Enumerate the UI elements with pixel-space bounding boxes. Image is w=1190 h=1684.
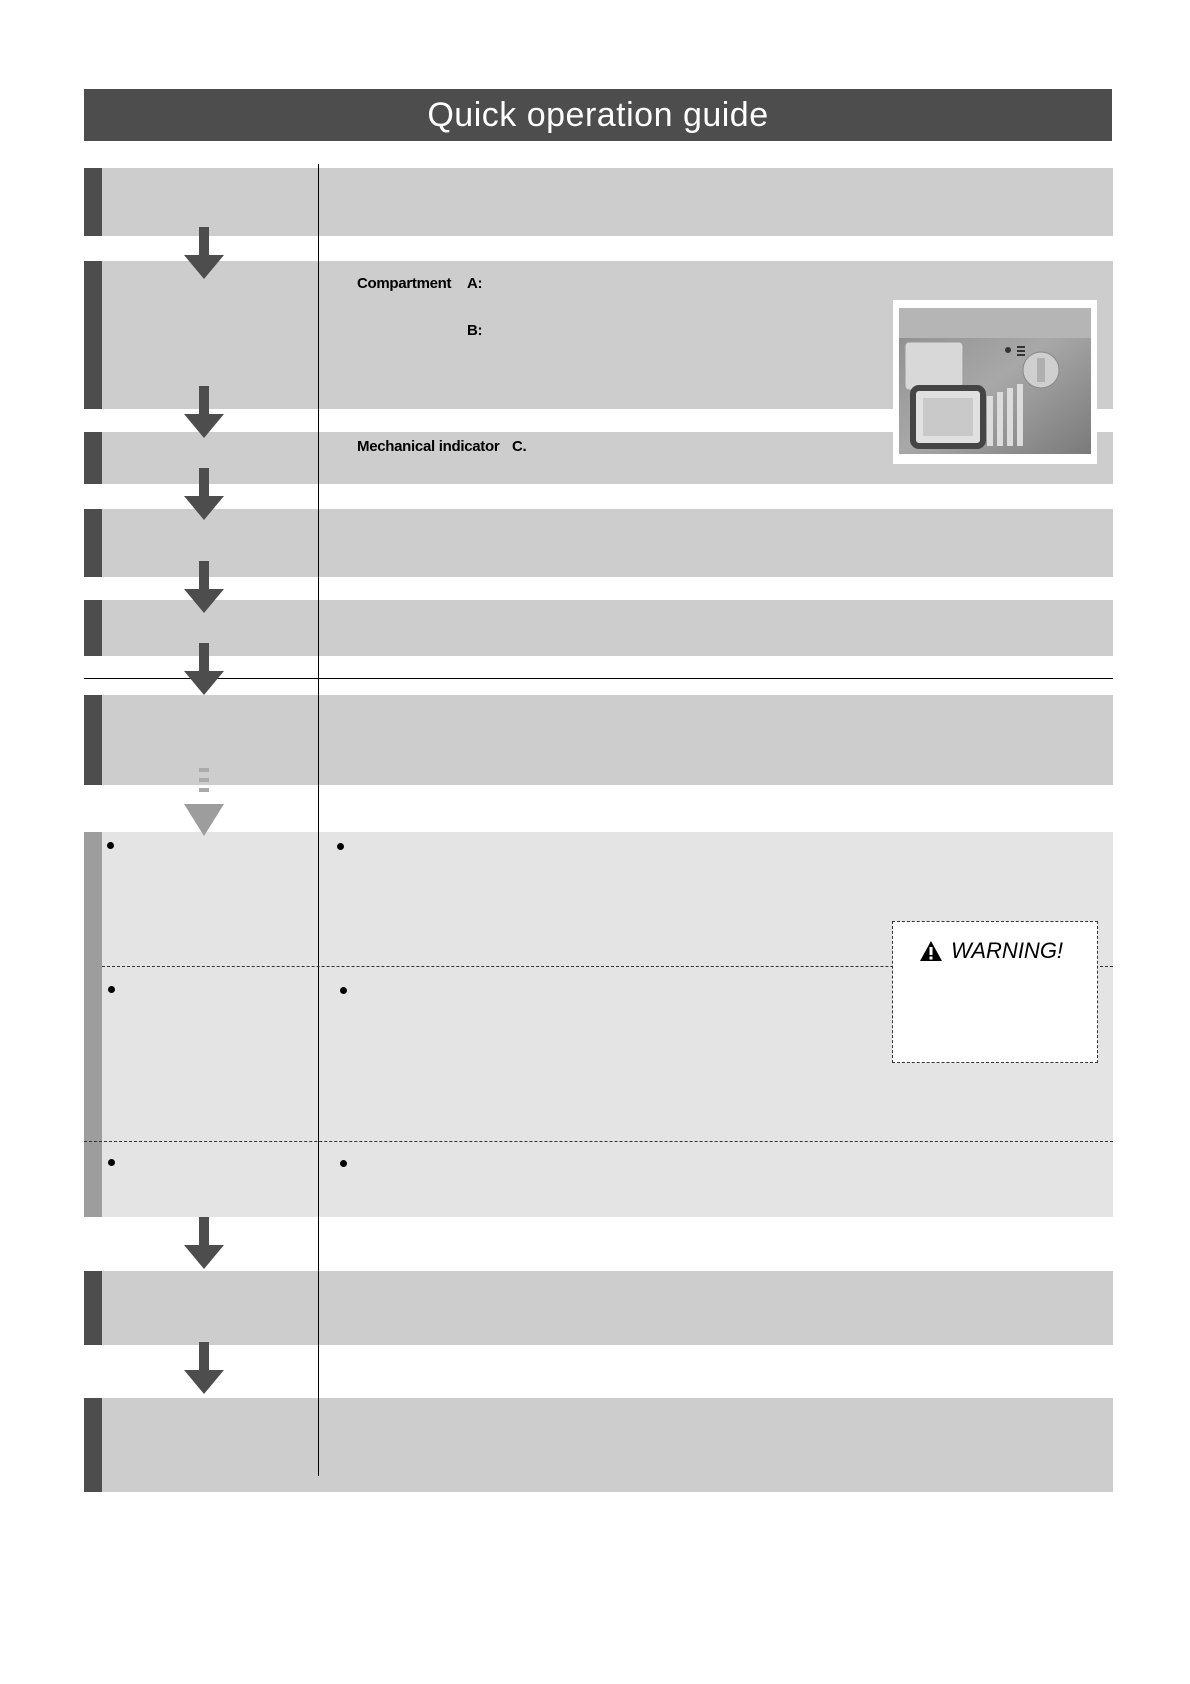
- dispenser-photo-image: [893, 300, 1097, 464]
- step-marker: [84, 261, 102, 409]
- step-band-9: [84, 1398, 1113, 1492]
- down-arrow-icon: [184, 386, 224, 438]
- bullet-icon: [340, 1160, 347, 1167]
- warning-triangle-icon: [919, 940, 943, 962]
- step-band-6: [84, 695, 1113, 785]
- step-marker: [84, 695, 102, 785]
- step-band-1: [84, 168, 1113, 236]
- compartment-label: Compartment: [357, 275, 452, 292]
- column-divider: [318, 164, 319, 1476]
- down-arrow-icon: [184, 561, 224, 613]
- step-marker: [84, 600, 102, 656]
- warning-title: WARNING!: [951, 938, 1064, 963]
- down-arrow-icon: [184, 1217, 224, 1269]
- compartment-a-label: A:: [467, 275, 483, 292]
- bullet-icon: [108, 986, 115, 993]
- indicator-c-label: C.: [512, 438, 527, 455]
- step-marker: [84, 432, 102, 484]
- dashed-divider: [84, 1141, 1113, 1142]
- step-marker: [84, 1271, 102, 1345]
- bullet-icon: [340, 987, 347, 994]
- step-marker: [84, 509, 102, 577]
- page-title: Quick operation guide: [84, 89, 1112, 141]
- bullet-icon: [337, 843, 344, 850]
- section-divider: [84, 678, 1113, 679]
- options-marker: [84, 832, 102, 1217]
- step-marker: [84, 1398, 102, 1492]
- down-arrow-icon: [184, 643, 224, 695]
- bullet-icon: [107, 842, 114, 849]
- down-arrow-icon: [184, 227, 224, 279]
- compartment-b-label: B:: [467, 322, 483, 339]
- dashed-down-arrow-icon: [184, 768, 224, 836]
- warning-heading: [919, 938, 1063, 964]
- step-band-5: [84, 600, 1113, 656]
- mechanical-indicator-label: Mechanical indicator: [357, 438, 500, 455]
- bullet-icon: [108, 1159, 115, 1166]
- dispenser-photo: [893, 300, 1097, 464]
- down-arrow-icon: [184, 1342, 224, 1394]
- step-marker: [84, 168, 102, 236]
- warning-box: [892, 921, 1098, 1063]
- step-band-8: [84, 1271, 1113, 1345]
- step-band-4: [84, 509, 1113, 577]
- down-arrow-icon: [184, 468, 224, 520]
